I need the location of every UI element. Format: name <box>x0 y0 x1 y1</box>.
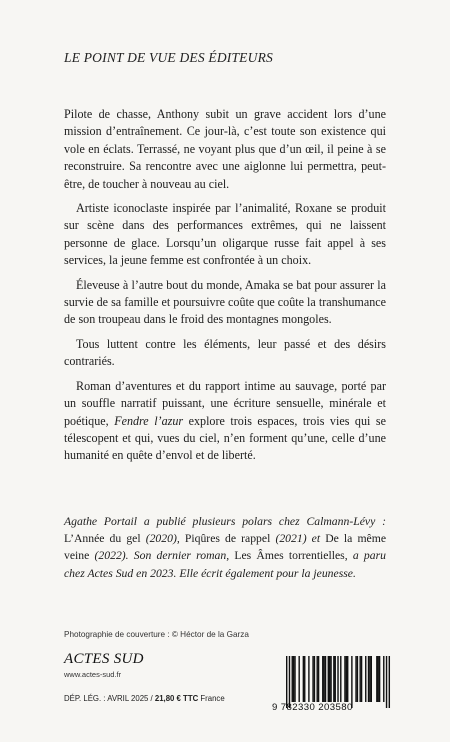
bio-text: a paru chez Actes Sud en 2023. Elle écrit également pour la jeunesse. <box>64 549 386 580</box>
bio-text: (2022). Son dernier roman, <box>94 549 230 563</box>
author-bio <box>64 513 386 582</box>
publisher-logo: ACTES SUD <box>64 651 144 667</box>
legal-deposit: DÉP. LÉG. : AVRIL 2025 / <box>64 694 155 703</box>
barcode-image <box>284 656 392 708</box>
bio-text: (2021) et <box>275 532 321 546</box>
book-title: Fendre l’azur <box>114 413 184 428</box>
book-title: De la même veine <box>64 532 387 563</box>
blurb-paragraph: Artiste iconoclaste inspirée par l’animalité, Roxane se produit sur scène dans des performances extrêmes, qui ne laissent personne de glace. Lorsqu’un oligarque russe fait appel à ses services, la jeune femme est confrontée à un choix. <box>64 201 386 268</box>
legal-country: France <box>198 694 225 703</box>
blurb-paragraph: Pilote de chasse, Anthony subit un grave accident lors d’une mission d’entraînement. Ce jour-là, c’est toute son existence qui vole en éclats. Terrassé, ne voyant plus que d’un œil, il peine à se reconstruire. Sa rencontre avec une aiglonne lui permettra, peut-être, de toucher à nouveau au ciel. <box>64 107 386 191</box>
section-heading: LE POINT DE VUE DES ÉDITEURS <box>64 50 273 65</box>
book-title: Piqûres de rappel <box>179 532 276 546</box>
price: 21,80 € TTC <box>154 694 199 703</box>
publisher-website[interactable]: www.actes-sud.fr <box>64 670 122 679</box>
blurb-paragraph: Éleveuse à l’autre bout du monde, Amaka se bat pour assurer la survie de sa famille et poursuivre coûte que coûte la transhumance de son troupeau dans le froid des montagnes mongoles. <box>64 277 386 327</box>
book-title: Les Âmes torrentielles, <box>229 549 353 563</box>
blurb-text: explore trois espaces, trois vies qui se télescopent et qui, vues du ciel, n’en forment qu’une, celle d’une humanité en quête d’envol et de liberté. <box>64 413 386 463</box>
bio-text: Agathe Portail a publié plusieurs polars chez Calmann-Lévy : <box>64 515 386 528</box>
blurb-text: Roman d’aventures et du rapport intime au sauvage, porté par un souffle narratif puissant, une écriture sensuelle, minérale et poétique, <box>64 378 386 428</box>
legal-line <box>64 694 225 703</box>
bio-text: (2020), <box>145 532 180 546</box>
blurb-paragraph: Tous luttent contre les éléments, leur passé et des désirs contrariés. <box>64 336 386 369</box>
photo-credit: Photographie de couverture : © Héctor de la Garza <box>64 630 249 639</box>
book-title: L’Année du gel <box>64 532 146 546</box>
blurb-paragraph <box>64 378 386 465</box>
blurb <box>64 106 386 472</box>
barcode-digits: 9 782330 203580 <box>272 702 353 713</box>
